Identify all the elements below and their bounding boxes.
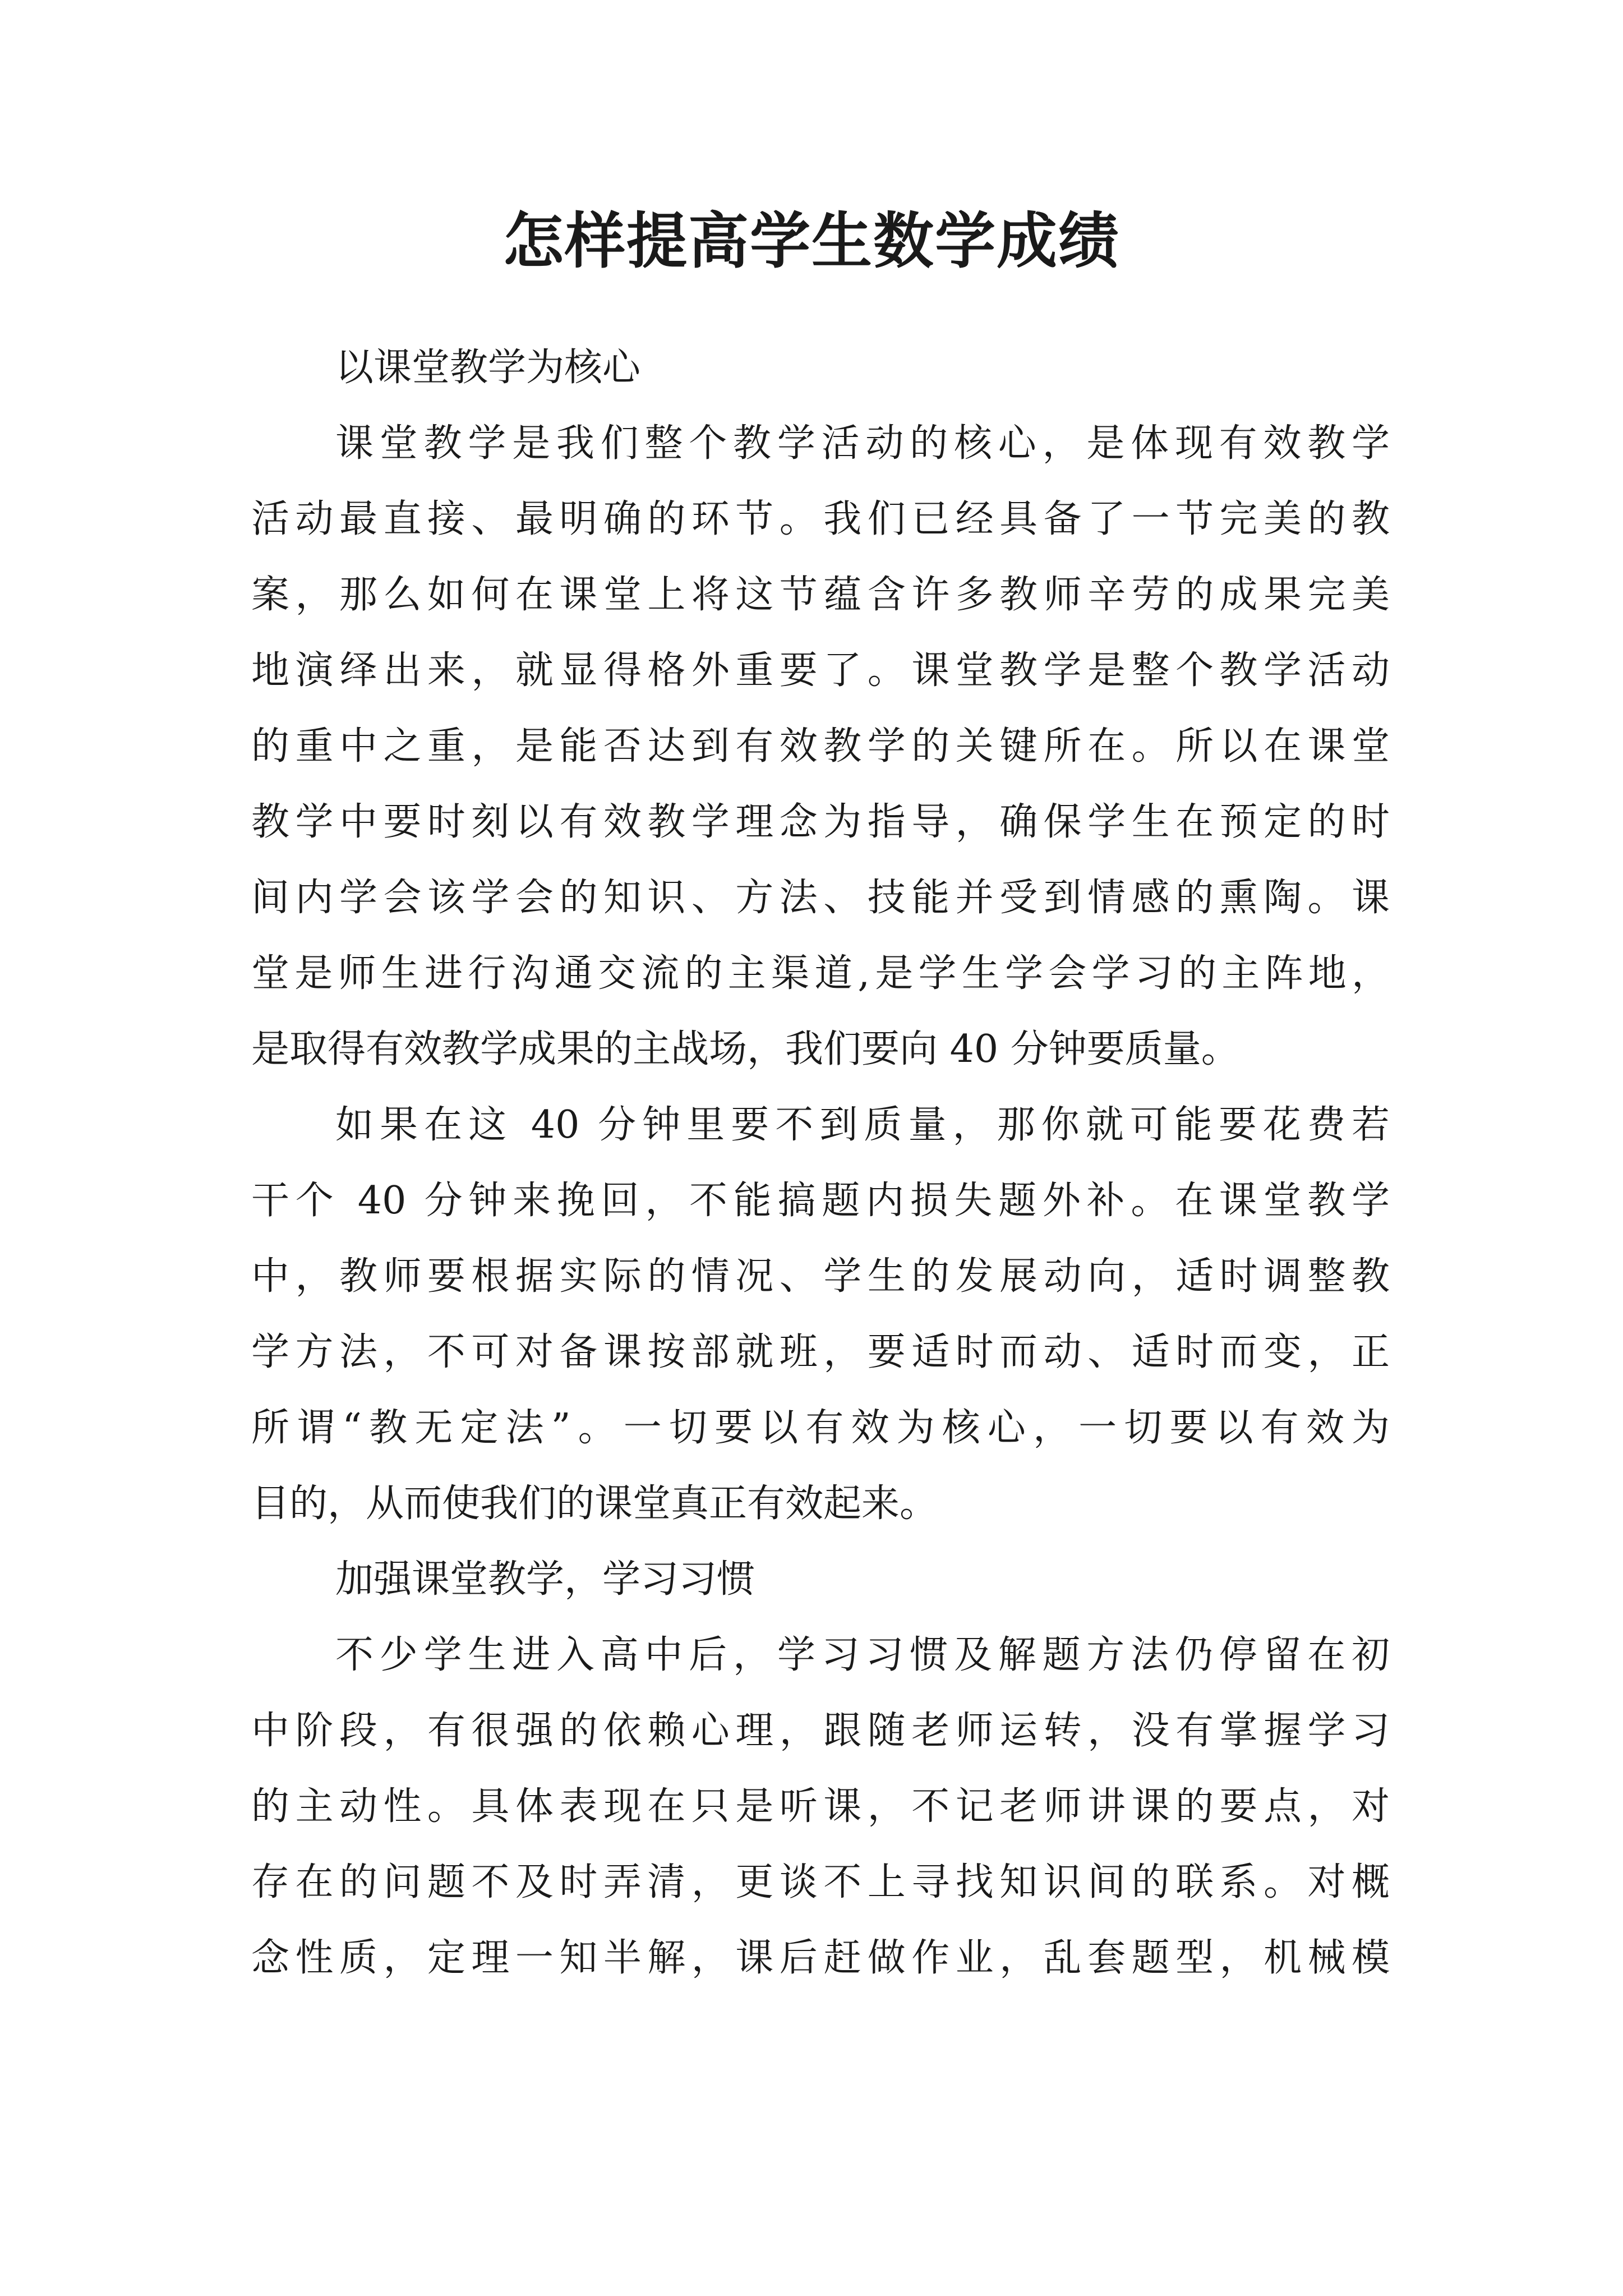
text-line: 加强课堂教学，学习习惯 xyxy=(335,1557,755,1602)
document-title: 怎样提高学生数学成绩 xyxy=(502,206,1120,277)
text-line: 以课堂教学为核心 xyxy=(335,346,641,390)
text-line: 存在的问题不及时弄清，更谈不上寻找知识间的联系。对概 xyxy=(251,1860,1390,1904)
text-line: 目的，从而使我们的课堂真正有效起来。 xyxy=(251,1481,938,1526)
text-line: 中阶段，有很强的依赖心理，跟随老师运转，没有掌握学习 xyxy=(251,1709,1390,1753)
text-line: 教学中要时刻以有效教学理念为指导，确保学生在预定的时 xyxy=(251,800,1390,844)
text-line: 堂是师生进行沟通交流的主渠道,是学生学会学习的主阵地， xyxy=(251,951,1390,996)
text-line: 是取得有效教学成果的主战场，我们要向 40 分钟要质量。 xyxy=(251,1027,1239,1071)
text-line: 干个 40 分钟来挽回，不能搞题内损失题外补。在课堂教学 xyxy=(251,1179,1390,1223)
text-line: 中，教师要根据实际的情况、学生的发展动向，适时调整教 xyxy=(251,1254,1390,1299)
text-line: 如果在这 40 分钟里要不到质量，那你就可能要花费若 xyxy=(335,1103,1390,1147)
text-line: 案，那么如何在课堂上将这节蕴含许多教师辛劳的成果完美 xyxy=(251,573,1390,617)
text-line: 的重中之重，是能否达到有效教学的关键所在。所以在课堂 xyxy=(251,724,1390,769)
text-line: 活动最直接、最明确的环节。我们已经具备了一节完美的教 xyxy=(251,497,1390,541)
text-line: 间内学会该学会的知识、方法、技能并受到情感的熏陶。课 xyxy=(251,876,1390,920)
text-line: 的主动性。具体表现在只是听课，不记老师讲课的要点，对 xyxy=(251,1784,1390,1829)
text-line: 不少学生进入高中后，学习习惯及解题方法仍停留在初 xyxy=(335,1633,1390,1677)
text-line: 课堂教学是我们整个教学活动的核心，是体现有效教学 xyxy=(335,421,1390,466)
text-line: 学方法，不可对备课按部就班，要适时而动、适时而变，正 xyxy=(251,1330,1390,1374)
text-line: 念性质，定理一知半解，课后赶做作业，乱套题型，机械模 xyxy=(251,1936,1390,1980)
document-body xyxy=(251,330,1390,1996)
text-line: 所谓“教无定法”。一切要以有效为核心，一切要以有效为 xyxy=(251,1406,1390,1450)
text-line: 地演绎出来，就显得格外重要了。课堂教学是整个教学活动 xyxy=(251,648,1390,693)
